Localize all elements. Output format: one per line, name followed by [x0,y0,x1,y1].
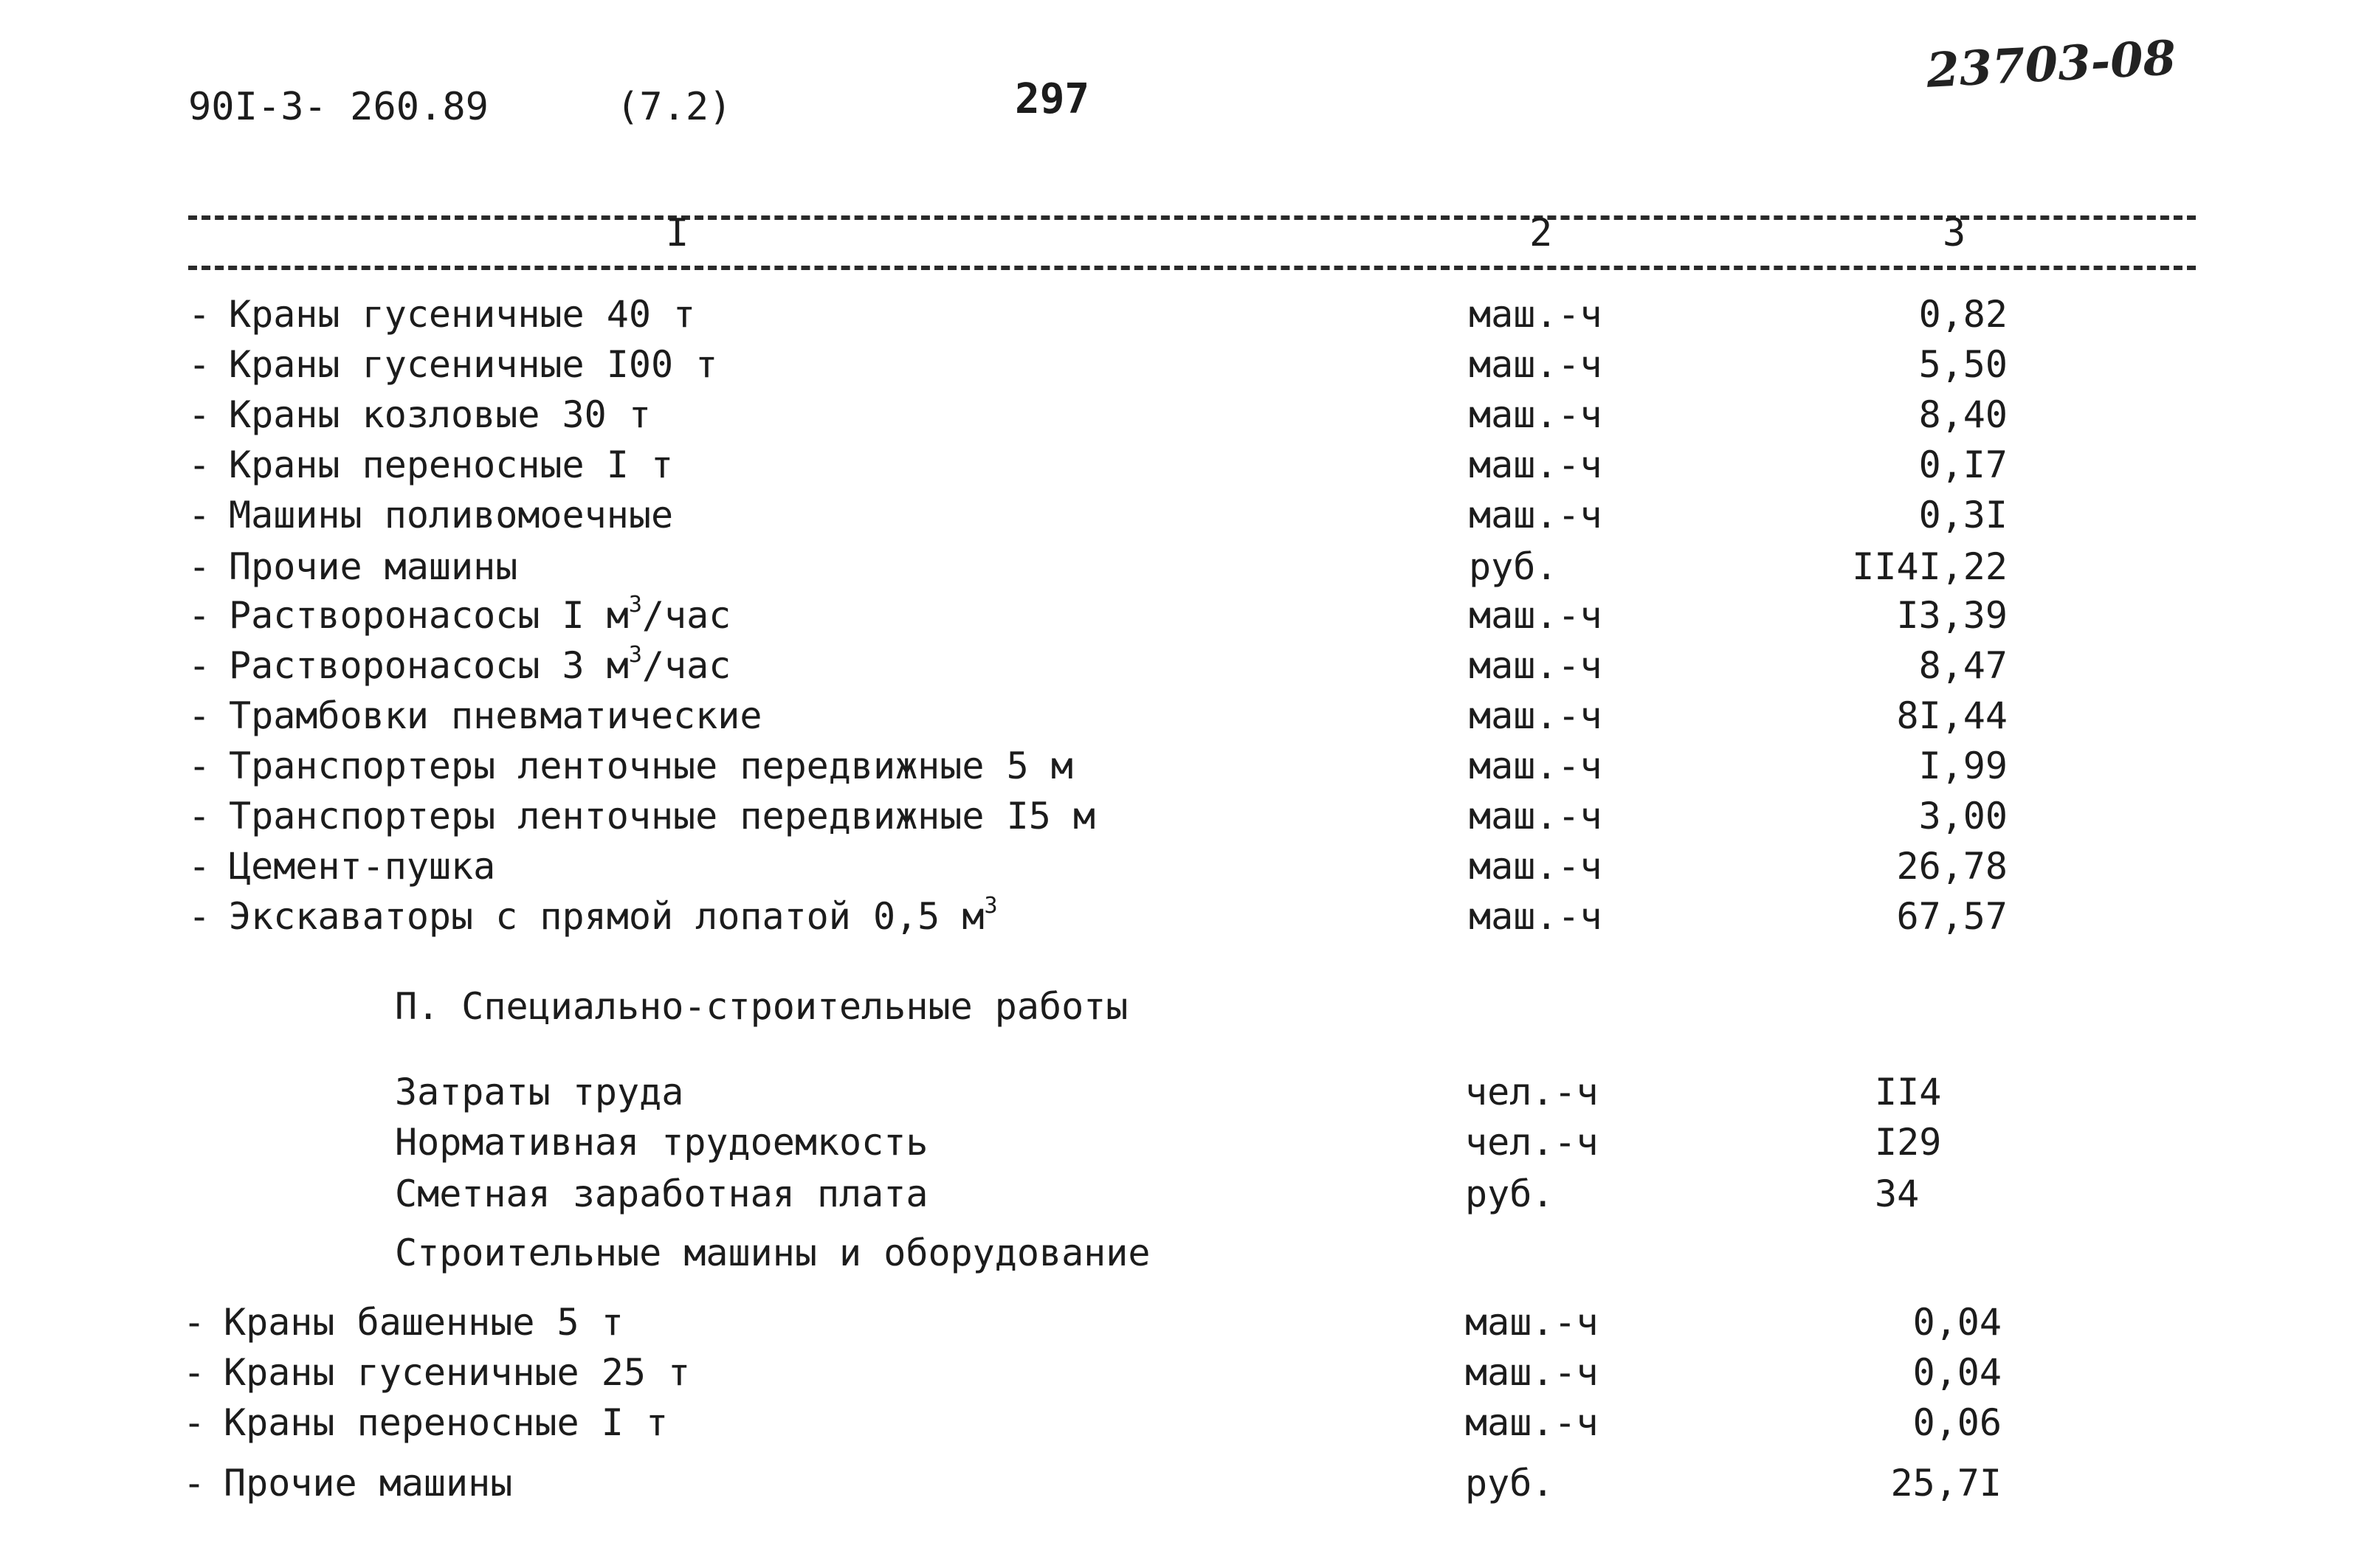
row-value: 0,I7 [1918,443,2008,486]
row-value: 8,40 [1918,393,2008,436]
row-unit: маш.-ч [1469,895,1602,938]
row-name [229,590,731,640]
row-value: I,99 [1918,745,2008,787]
row-name [224,1297,624,1347]
row-unit: маш.-ч [1469,393,1602,436]
row-name [229,791,1095,841]
row-name-text: Краны башенные 5 т [224,1301,624,1344]
row-name-text: Экскаваторы с прямой лопатой 0,5 м [229,895,985,938]
row-dash: - [188,343,211,386]
row-value: 0,3I [1918,494,2008,536]
table-row [0,1458,2353,1508]
table-row [0,691,2353,741]
row-value: 25,7I [1890,1462,2002,1505]
row-name-text: Краны переносные I т [224,1401,669,1444]
column-header-2: 2 [1529,211,1553,255]
table-row [0,1347,2353,1398]
row-name-text: Транспортеры ленточные передвижные 5 м [229,745,1073,787]
labor-unit: руб. [1465,1172,1554,1215]
table-row [0,289,2353,339]
row-name-superscript: 3 [628,642,642,668]
labor-value: I29 [1875,1121,1942,1164]
row-unit: маш.-ч [1465,1351,1599,1394]
labor-value: 34 [1875,1172,1920,1215]
row-name-text: Трамбовки пневматические [229,694,762,737]
row-value: I3,39 [1896,594,2008,637]
row-dash: - [188,845,211,888]
row-unit: маш.-ч [1469,845,1602,888]
row-dash: - [188,393,211,436]
section-2-title: П. Специально-строительные работы [395,985,1129,1028]
labor-name: Нормативная трудоемкость [395,1121,929,1164]
row-name-text: Растворонасосы I м [229,594,629,637]
row-name [229,542,517,592]
row-value: 0,04 [1912,1351,2002,1394]
row-dash: - [188,443,211,486]
row-name-superscript: 3 [628,592,642,618]
table-row [0,440,2353,490]
handwritten-stamp: 23703-08 [1925,30,2177,99]
labor-row [0,1067,2353,1117]
table-row [0,542,2353,592]
column-header-1: I [666,211,689,255]
row-unit: маш.-ч [1469,594,1602,637]
row-name [229,640,731,691]
table-row [0,490,2353,540]
row-value: 3,00 [1918,795,2008,837]
table-row [0,390,2353,440]
table-row [0,1398,2353,1448]
section-number: (7.2) [616,85,732,129]
row-value: 5,50 [1918,343,2008,386]
row-name-text: Краны гусеничные 40 т [229,293,696,336]
row-name-text: Краны гусеничные I00 т [229,343,718,386]
row-dash: - [183,1351,206,1394]
row-dash: - [183,1462,206,1505]
header-rule-top [188,215,2196,220]
row-unit: маш.-ч [1469,644,1602,687]
row-name-text: Краны гусеничные 25 т [224,1351,691,1394]
row-name-tail: /час [641,594,731,637]
row-unit: маш.-ч [1469,694,1602,737]
row-dash: - [188,644,211,687]
row-name-text: Транспортеры ленточные передвижные I5 м [229,795,1095,837]
row-dash: - [188,895,211,938]
table-row [0,791,2353,841]
row-name-superscript: 3 [984,893,998,919]
table-row [0,590,2353,640]
row-name [229,440,673,490]
table-row [0,891,2353,942]
row-dash: - [188,795,211,837]
row-unit: маш.-ч [1469,745,1602,787]
table-row [0,741,2353,791]
row-name [229,490,673,540]
row-name-text: Машины поливомоечные [229,494,674,536]
row-name [229,289,695,339]
row-name [229,741,1073,791]
row-name-text: Прочие машины [229,545,518,588]
row-name [229,691,762,741]
row-value: II4I,22 [1852,545,2008,588]
section-2-machines-title: Строительные машины и оборудование [395,1232,1151,1274]
row-dash: - [188,545,211,588]
row-dash: - [183,1401,206,1444]
labor-name: Затраты труда [395,1071,684,1113]
row-value: 0,04 [1912,1301,2002,1344]
document-code: 90I-3- 260.89 [188,85,489,129]
row-dash: - [188,293,211,336]
table-row [0,640,2353,691]
row-dash: - [188,594,211,637]
labor-unit: чел.-ч [1465,1071,1599,1113]
row-dash: - [188,694,211,737]
row-unit: маш.-ч [1469,293,1602,336]
row-unit: маш.-ч [1469,343,1602,386]
row-name-text: Краны переносные I т [229,443,674,486]
row-name [229,390,651,440]
row-unit: маш.-ч [1465,1401,1599,1444]
row-value: 8,47 [1918,644,2008,687]
row-name [229,841,495,891]
header-rule-bottom [188,266,2196,270]
row-value: 0,06 [1912,1401,2002,1444]
row-value: 67,57 [1896,895,2008,938]
row-name-tail: /час [641,644,731,687]
row-unit: маш.-ч [1469,443,1602,486]
row-name [229,891,998,942]
row-name [224,1458,512,1508]
row-value: 0,82 [1918,293,2008,336]
row-dash: - [188,745,211,787]
row-value: 8I,44 [1896,694,2008,737]
row-value: 26,78 [1896,845,2008,888]
labor-value: II4 [1875,1071,1942,1113]
table-row [0,1297,2353,1347]
row-name-text: Цемент-пушка [229,845,496,888]
row-unit: маш.-ч [1469,795,1602,837]
row-unit: руб. [1465,1462,1554,1505]
labor-row [0,1169,2353,1219]
row-name [229,339,717,390]
table-row [0,339,2353,390]
row-name [224,1398,668,1448]
labor-unit: чел.-ч [1465,1121,1599,1164]
row-dash: - [183,1301,206,1344]
row-name [224,1347,690,1398]
row-unit: маш.-ч [1469,494,1602,536]
column-header-3: 3 [1943,211,1966,255]
row-name-text: Прочие машины [224,1462,513,1505]
labor-row [0,1117,2353,1167]
row-name-text: Краны козловые 30 т [229,393,651,436]
row-name-text: Растворонасосы 3 м [229,644,629,687]
table-row [0,841,2353,891]
row-unit: руб. [1469,545,1558,588]
row-dash: - [188,494,211,536]
labor-name: Сметная заработная плата [395,1172,929,1215]
row-unit: маш.-ч [1465,1301,1599,1344]
page-number: 297 [1015,75,1090,123]
